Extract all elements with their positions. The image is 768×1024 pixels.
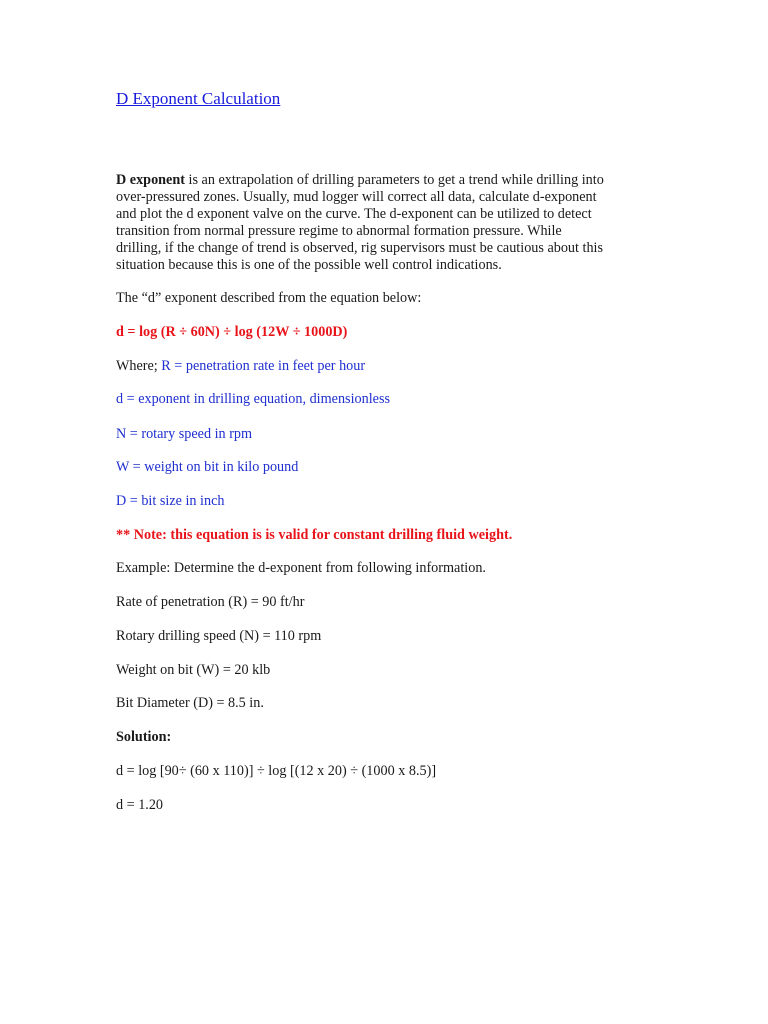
where-line (116, 358, 365, 375)
intro-line-1 (116, 172, 604, 189)
weight-on-bit: Weight on bit (W) = 20 klb (116, 662, 271, 678)
solution-result: d = 1.20 (116, 797, 164, 813)
rate-of-penetration: Rate of penetration (R) = 90 ft/hr (116, 594, 305, 610)
intro-term: D exponent (116, 172, 185, 188)
definition-n: N = rotary speed in rpm (116, 426, 253, 442)
solution-equation: d = log [90÷ (60 x 110)] ÷ log [(12 x 20) ÷ (1000 x 8.5)] (116, 763, 437, 779)
intro-line-1-text: is an extrapolation of drilling parameters to get a trend while drilling into (184, 172, 604, 188)
intro-line-4: transition from normal pressure regime to abnormal formation pressure. While (116, 223, 562, 239)
intro-line-6: situation because this is one of the possible well control indications. (116, 257, 502, 273)
note: ** Note: this equation is is valid for constant drilling fluid weight. (116, 527, 513, 543)
definition-r: R = penetration rate in feet per hour (161, 358, 366, 374)
intro-line-2: over-pressured zones. Usually, mud logger will correct all data, calculate d-exponent (116, 189, 597, 205)
definition-w: W = weight on bit in kilo pound (116, 459, 299, 475)
intro-line-3: and plot the d exponent valve on the curve. The d-exponent can be utilized to detect (116, 206, 592, 222)
bit-diameter: Bit Diameter (D) = 8.5 in. (116, 695, 264, 711)
definition-d: d = exponent in drilling equation, dimensionless (116, 391, 390, 407)
d-exponent-equation: d = log (R ÷ 60N) ÷ log (12W ÷ 1000D) (116, 324, 348, 340)
page-title[interactable]: D Exponent Calculation (116, 89, 281, 108)
document-body (116, 88, 656, 813)
intro-line-5: drilling, if the change of trend is observed, rig supervisors must be cautious about this (116, 240, 604, 256)
rotary-speed: Rotary drilling speed (N) = 110 rpm (116, 628, 322, 644)
equation-intro: The “d” exponent described from the equation below: (116, 290, 422, 306)
where-prefix: Where; (116, 358, 162, 374)
definition-bit-size: D = bit size in inch (116, 493, 225, 509)
example-line: Example: Determine the d-exponent from following information. (116, 560, 486, 576)
solution-label: Solution: (116, 729, 172, 745)
